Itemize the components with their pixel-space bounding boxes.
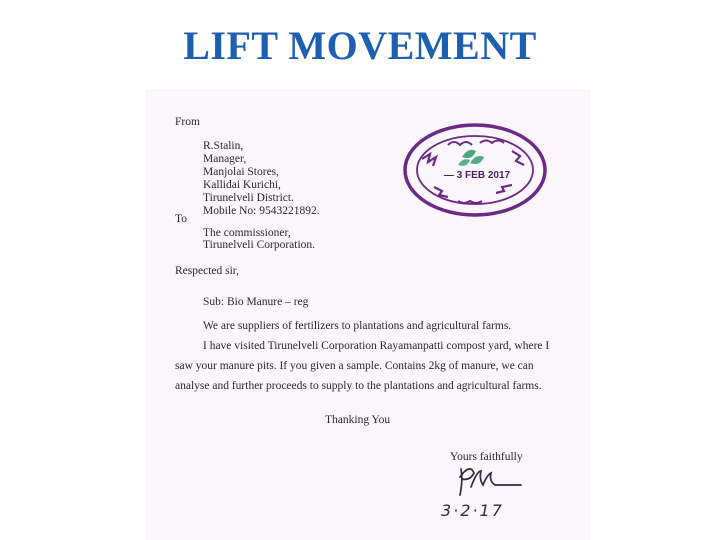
sender-line: Mobile No: 9543221892. (203, 205, 320, 217)
handwritten-signature (453, 457, 523, 499)
salutation: Respected sir, (175, 265, 240, 277)
body-line: analyse and further proceeds to supply to the plantations and agricultural farms. (175, 380, 542, 392)
sender-line: R.Stalin, (203, 140, 244, 152)
recipient-line: Tirunelveli Corporation. (203, 239, 316, 251)
subject-line: Sub: Bio Manure – reg (203, 296, 309, 308)
sender-line: Manager, (203, 153, 247, 165)
body-line: I have visited Tirunelveli Corporation Rayamanpatti compost yard, where I (203, 340, 550, 352)
sender-line: Manjolai Stores, (203, 166, 280, 178)
recipient-line: The commissioner, (203, 227, 291, 239)
body-line: We are suppliers of fertilizers to plantations and agricultural farms. (203, 320, 512, 332)
slide-title: LIFT MOVEMENT (183, 23, 537, 68)
handwritten-date: 3·2·17 (441, 501, 504, 520)
office-stamp (400, 121, 550, 219)
to-label: To (175, 213, 187, 225)
sender-line: Kallidai Kurichi, (203, 179, 281, 191)
stamp-date-text: — 3 FEB 2017 (443, 170, 511, 181)
closing-line: Yours faithfully (450, 451, 523, 463)
sender-address (203, 140, 320, 218)
body-line: saw your manure pits. If you given a sample. Contains 2kg of manure, we can (175, 360, 534, 372)
from-label: From (175, 116, 200, 128)
thanking-line: Thanking You (325, 414, 391, 426)
sender-line: Tirunelveli District. (203, 192, 294, 204)
scanned-letter (145, 89, 591, 540)
